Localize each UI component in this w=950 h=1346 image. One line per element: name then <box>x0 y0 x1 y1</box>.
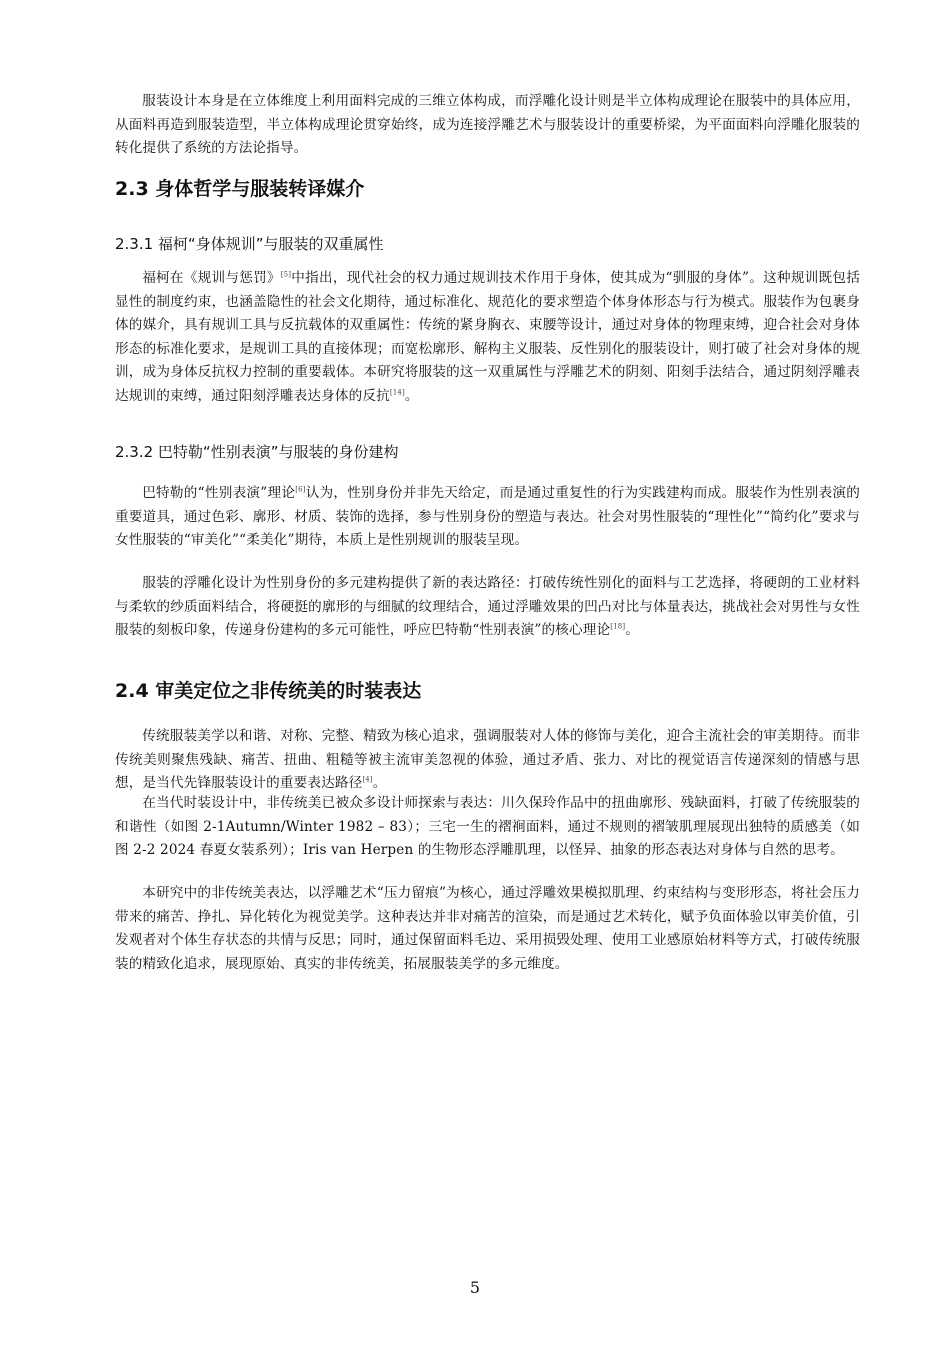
paragraph-text: 巴特勒的“性别表演”理论 <box>142 485 296 501</box>
citation-6: [6] <box>295 485 306 494</box>
citation-18: [18] <box>610 622 626 631</box>
citation-4: [4] <box>362 775 373 784</box>
paragraph-text: 。 <box>404 387 419 404</box>
paragraph-butler <box>115 482 860 553</box>
page-number: 5 <box>469 1278 481 1297</box>
paragraph-aesthetics <box>115 725 860 796</box>
section-heading-2-3: 2.3 身体哲学与服装转译媒介 <box>115 178 365 200</box>
paragraph-relief-gender <box>115 572 860 643</box>
paragraph-text: 本研究中的非传统美表达，以浮雕艺术“压力留痕”为核心，通过浮雕效果模拟肌理、约束结构与变形形态，将社会压力带来的痛苦、挣扎、异化转化为视觉美学。这种表达并非对痛苦的渲染，而是通过艺术转化，赋予负面体验以审美价值，引发观者对个体生存状态的共情与反思；同时，通过保留面料毛边、采用损毁处理、使用工业感原始材料等方式，打破传统服装的精致化追求，展现原始、真实的非传统美，拓展服装美学的多元维度。 <box>115 885 860 972</box>
citation-5: [5] <box>280 270 292 279</box>
paragraph-text: 福柯在《规训与惩罚》 <box>142 270 281 286</box>
paragraph-research <box>115 882 860 976</box>
paragraph-text: 。 <box>372 775 387 791</box>
paragraph-designers <box>115 792 860 863</box>
subsection-heading-2-3-2: 2.3.2 巴特勒“性别表演”与服装的身份建构 <box>115 443 399 461</box>
subsection-heading-2-3-1: 2.3.1 福柯“身体规训”与服装的双重属性 <box>115 235 384 253</box>
paragraph-text: 服装的浮雕化设计为性别身份的多元建构提供了新的表达路径：打破传统性别化的面料与工艺选择，将硬朗的工业材料与柔软的纱质面料结合，将硬挺的廓形的与细腻的纹理结合，通过浮雕效果的凹凸对比与体量表达，挑战社会对男性与女性服装的刻板印象，传递身份建构的多元可能性，呼应巴特勒“性别表演”的核心理论 <box>115 575 860 638</box>
section-heading-2-4: 2.4 审美定位之非传统美的时装表达 <box>115 680 422 702</box>
paragraph-text: 认为，性别身份并非先天给定，而是通过重复性的行为实践建构而成。服装作为性别表演的重要道具，通过色彩、廓形、材质、装饰的选择，参与性别身份的塑造与表达。社会对男性服装的“理性化”“简约化”要求与女性服装的“审美化”“柔美化”期待，本质上是性别规训的服装呈现。 <box>115 485 860 548</box>
paragraph-text: 服装设计本身是在立体维度上利用面料完成的三维立体构成，而浮雕化设计则是半立体构成理论在服装中的具体应用，从面料再造到服装造型，半立体构成理论贯穿始终，成为连接浮雕艺术与服装设计的重要桥梁，为平面面料向浮雕化服装的转化提供了系统的方法论指导。 <box>115 93 860 156</box>
paragraph-intro <box>115 90 860 161</box>
paragraph-foucault <box>115 267 860 408</box>
paragraph-text: 中指出，现代社会的权力通过规训技术作用于身体，使其成为“驯服的身体”。这种规训既包括显性的制度约束，也涵盖隐性的社会文化期待，通过标准化、规范化的要求塑造个体身体形态与行为模式。服装作为包裹身体的媒介，具有规训工具与反抗载体的双重属性：传统的紧身胸衣、束腰等设计，通过对身体的物理束缚，迎合社会对身体形态的标准化要求，是规训工具的直接体现；而宽松廓形、解构主义服装、反性别化的服装设计，则打破了社会对身体的规训，成为身体反抗权力控制的重要载体。本研究将服装的这一双重属性与浮雕艺术的阴刻、阳刻手法结合，通过阴刻浮雕表达规训的束缚，通过阳刻浮雕表达身体的反抗 <box>115 270 861 404</box>
paragraph-text: 传统服装美学以和谐、对称、完整、精致为核心追求，强调服装对人体的修饰与美化，迎合主流社会的审美期待。而非传统美则聚焦残缺、痛苦、扭曲、粗糙等被主流审美忽视的体验，通过矛盾、张力、对比的视觉语言传递深刻的情感与思想，是当代先锋服装设计的重要表达路径 <box>115 728 860 791</box>
paragraph-text: 在当代时装设计中，非传统美已被众多设计师探索与表达：川久保玲作品中的扭曲廓形、残缺面料，打破了传统服装的和谐性（如图 2-1Autumn/Winter 1982 – 83）；三宅一生的褶裥面料，通过不规则的褶皱肌理展现出独特的质感美（如图 2-2 2024 春夏女装系列）；Iris van Herpen 的生物形态浮雕肌理，以怪异、抽象的形态表达对身体与自然的思考。 <box>115 795 860 858</box>
citation-14: [14] <box>389 387 405 396</box>
paragraph-text: 。 <box>625 622 639 638</box>
